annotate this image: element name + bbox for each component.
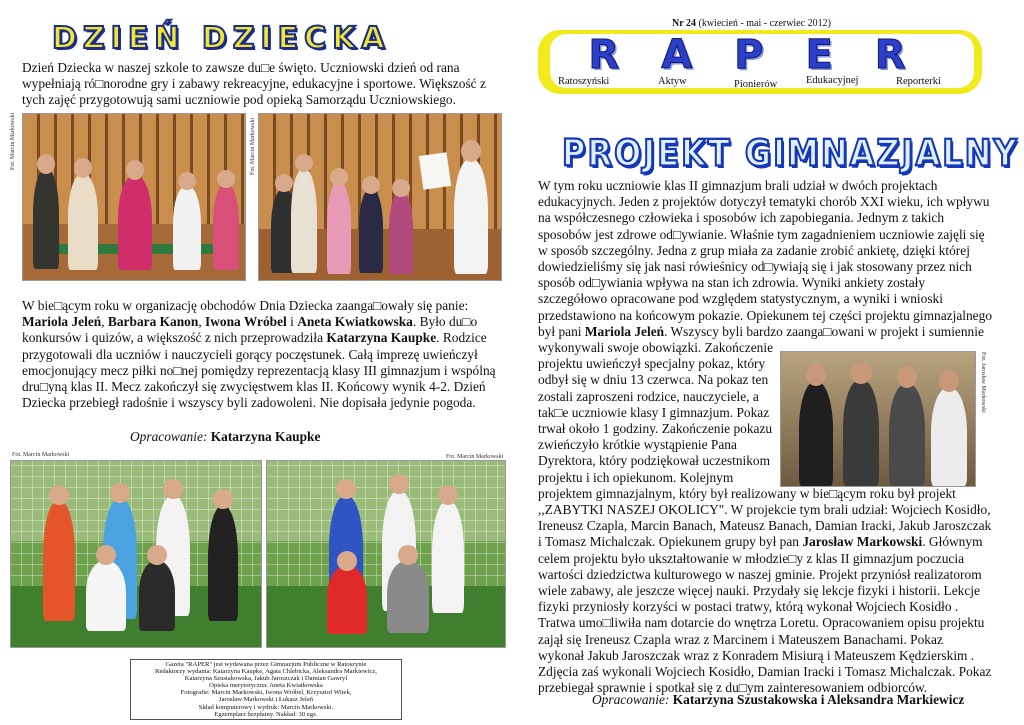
- colophon-line: Gazeta "RAPER" jest wydawana przez Gimnazjum Publiczne w Ratoszynie: [165, 661, 367, 668]
- name-kwiatkowska: Aneta Kwiatkowska: [297, 314, 413, 330]
- name-markowski: Jarosław Markowski: [802, 534, 923, 550]
- left-byline: [130, 429, 320, 445]
- photo-credit-1: Fot. Marcin Markowski: [10, 112, 16, 170]
- issue-line: [672, 18, 831, 29]
- right-byline: [592, 692, 964, 708]
- left-body: [22, 298, 504, 411]
- raper-logo-word: RAPER: [588, 32, 948, 78]
- right-body: [538, 178, 992, 697]
- right-body-p1: W tym roku uczniowie klas II gimnazjum brali udział w dwóch projektach edukacyjnych. Jeden z projektów dotyczył tematyki chorób XXI wieku, ich wpływu na współczesnego człowieka i sposobów ich zapobiegania. Jednym z takich sposobów jest zdrowe od□ywianie. Właśnie tym zagadnieniem uczniowie zajęli się w sposób szczególny. Jedna z grup miała za zadanie zrobić ankietę, dzięki której dowiedzieliśmy się jak nasi rówieśnicy od□ywiają się i jak stosowany przez nich sposób od□ywiania wpływa na stan ich zdrowia. Wyniki ankiety zostały szczegółowo opracowane pod względem statystycznym, a wyniki i wnioski przedstawiono na końcowym pokazie. Opiekunem tej części projektu gimnazjalnego był pani: [538, 178, 993, 339]
- colophon-line: Opieka merytoryczna: Aneta Kwiatkowska: [209, 682, 323, 690]
- name-separator: i: [286, 314, 298, 330]
- byline-colon: :: [202, 429, 211, 444]
- right-body-p2-end: . Głównym celem projektu było ukształtowanie w młodzie□y z klas II gimnazjum poczucia wartości dziedzictwa kulturowego w naszej gminie. Projekt przyniósł realizatorom wiele zabawy, ale jeszcze więcej nauki. Przydały się lekcje fizyki i historii. Lekcje fizyki przyniosły korzyści w postaci tratwy, którą wykonał Wojciech Kosidło . Tratwa umo□liwiła nam dotarcie do wnętrza Loretu. Opracowaniem opisu projektu zajął się Ireneusz Czapla wraz z Marcinem i Mateuszem Banachami. Pokaz wykonał Jakub Jaroszczak wraz z Konradem Misiurą i Mateuszem Kędzierskim . Zdjęcia zaś wykonali Wojciech Kosidło, Damian Iracki i Tomasz Michalczak. Pokaz przebiegał sprawnie i spotkał się z du□ym zainteresowaniem odbiorców.: [538, 534, 992, 696]
- left-title: DZIEŃ DZIECKA: [52, 21, 391, 56]
- byline-name: Katarzyna Kaupke: [210, 429, 321, 444]
- issue-date: (kwiecień - mai - czerwiec 2012): [695, 18, 831, 29]
- right-byline-label: Opracowanie: [592, 692, 665, 707]
- logo-word-aktyw: Aktyw: [658, 76, 687, 87]
- photo-soccer-team-2: [266, 460, 506, 648]
- name-wrobel: Iwona Wróbel: [205, 314, 287, 330]
- raper-logo: [538, 30, 982, 94]
- logo-word-pionierow: Pionierów: [734, 79, 778, 90]
- colophon-box: [130, 659, 402, 720]
- logo-word-ratoszynski: Ratoszyński: [558, 76, 610, 87]
- name-separator: ,: [198, 314, 206, 330]
- left-intro: Dzień Dziecka w naszej szkole to zawsze du□e święto. Uczniowski dzień od rana wypełniają ró□norodne gry i zabawy rekreacyjne, edukacyjne i sportowe. Większość z tych zajęć przygotowują sami uczniowie pod opieką Samorządu Uczniowskiego.: [22, 60, 486, 108]
- right-body-p1-end: . Wszyscy byli bardzo zaanga□owani w projekt i sumiennie wykonywali swoje obowiązki. Zakończenie projektu uwieńczył specjalny pokaz, który odbył się w dniu 13 czerwca. Na pokaz ten zostali zaproszeni rodzice, nauczyciele, a tak□e uczniowie klasy I gimnazjum. Pokaz trwał około 1 godziny. Zakończenie pokazu zwieńczyło krótkie wystąpienie Pana Dyrektora, który podziękował uczestnikom projektu i ich opiekunom. Kolejnym projektem gimnazjalnym, który był realizowany w bie□ącym roku był projekt ,,ZABYTKI NASZEJ OKOLICY". W projekcie tym brali udział: Wojciech Kosidło, Ireneusz Czapla, Marcin Banach, Mateusz Banach, Damian Iracki, Jakub Jaroszczak i Tomasz Michalczak. Opiekunem grupy był pan: [538, 323, 992, 550]
- colophon-line: Fotografie: Marcin Markowski, Iwona Wróbel, Krzysztof Witek,: [180, 689, 352, 697]
- issue-number: Nr 24: [672, 18, 696, 29]
- photo-credit-right: Fot. Jarosław Markowski: [980, 352, 986, 413]
- logo-word-reporterki: Reporterki: [896, 76, 941, 87]
- left-body-p2: . Było du□o konkursów i quizów, a większość z nich przeprowadziła: [22, 314, 478, 346]
- name-separator: ,: [101, 314, 108, 330]
- left-body-p3: . Rodzice przygotowali dla uczniów i nauczycieli gorący poczęstunek. Całą imprezę uwieńczył emocjonujący mecz piłki no□nej pomiędzy reprezentacją klasy III gimnazjum i wspólną dru□yną klas II. Mecz zakończył się zwycięstwem klas II. Końcowy wynik 4-2. Dzień Dziecka przebiegł radośnie i wszyscy byli zadowoleni. Nie dopisała jedynie pogoda.: [22, 330, 496, 411]
- left-body-p1: W bie□ącym roku w organizację obchodów Dnia Dziecka zaanga□owały się panie:: [22, 298, 469, 313]
- colophon-line: Egzemplarz bezpłatny. Nakład: 30 egz.: [214, 710, 318, 718]
- photo-credit-2: Fot. Marcin Markowski: [250, 117, 256, 175]
- photo-children-games: [22, 113, 246, 281]
- photo-presenters: [258, 113, 502, 281]
- logo-word-edukacyjnej: Edukacyjnej: [806, 75, 859, 86]
- colophon-line: Skład komputerowy i wydruk: Marcin Markowski.: [198, 703, 334, 711]
- colophon-line: Jarosław Markowski i Łukasz Jeleń: [218, 696, 314, 704]
- byline-label: Opracowanie: [130, 429, 203, 444]
- colophon-line: Katarzyna Szustakowska, Jakub Jaroszczak i Damian Gawryl: [184, 675, 348, 683]
- name-jelen: Mariola Jeleń: [22, 314, 102, 330]
- photo-credit-4: Fot. Marcin Markowski: [446, 454, 504, 460]
- photo-credit-3: Fot. Marcin Markowski: [12, 452, 70, 458]
- name-kanon: Barbara Kanon: [107, 314, 199, 330]
- colophon-line: Redaktorzy wydania: Katarzyna Kaupke, Agata Chlebicka, Aleksandra Markiewicz,: [155, 668, 377, 676]
- right-title: PROJEKT GIMNAZJALNY: [562, 131, 1019, 175]
- name-jelen-right: Mariola Jeleń: [584, 323, 665, 339]
- photo-soccer-team-1: [10, 460, 262, 648]
- right-byline-name: Katarzyna Szustakowska i Aleksandra Markiewicz: [672, 692, 965, 707]
- name-kaupke: Katarzyna Kaupke: [326, 330, 437, 346]
- right-byline-colon: :: [664, 692, 673, 707]
